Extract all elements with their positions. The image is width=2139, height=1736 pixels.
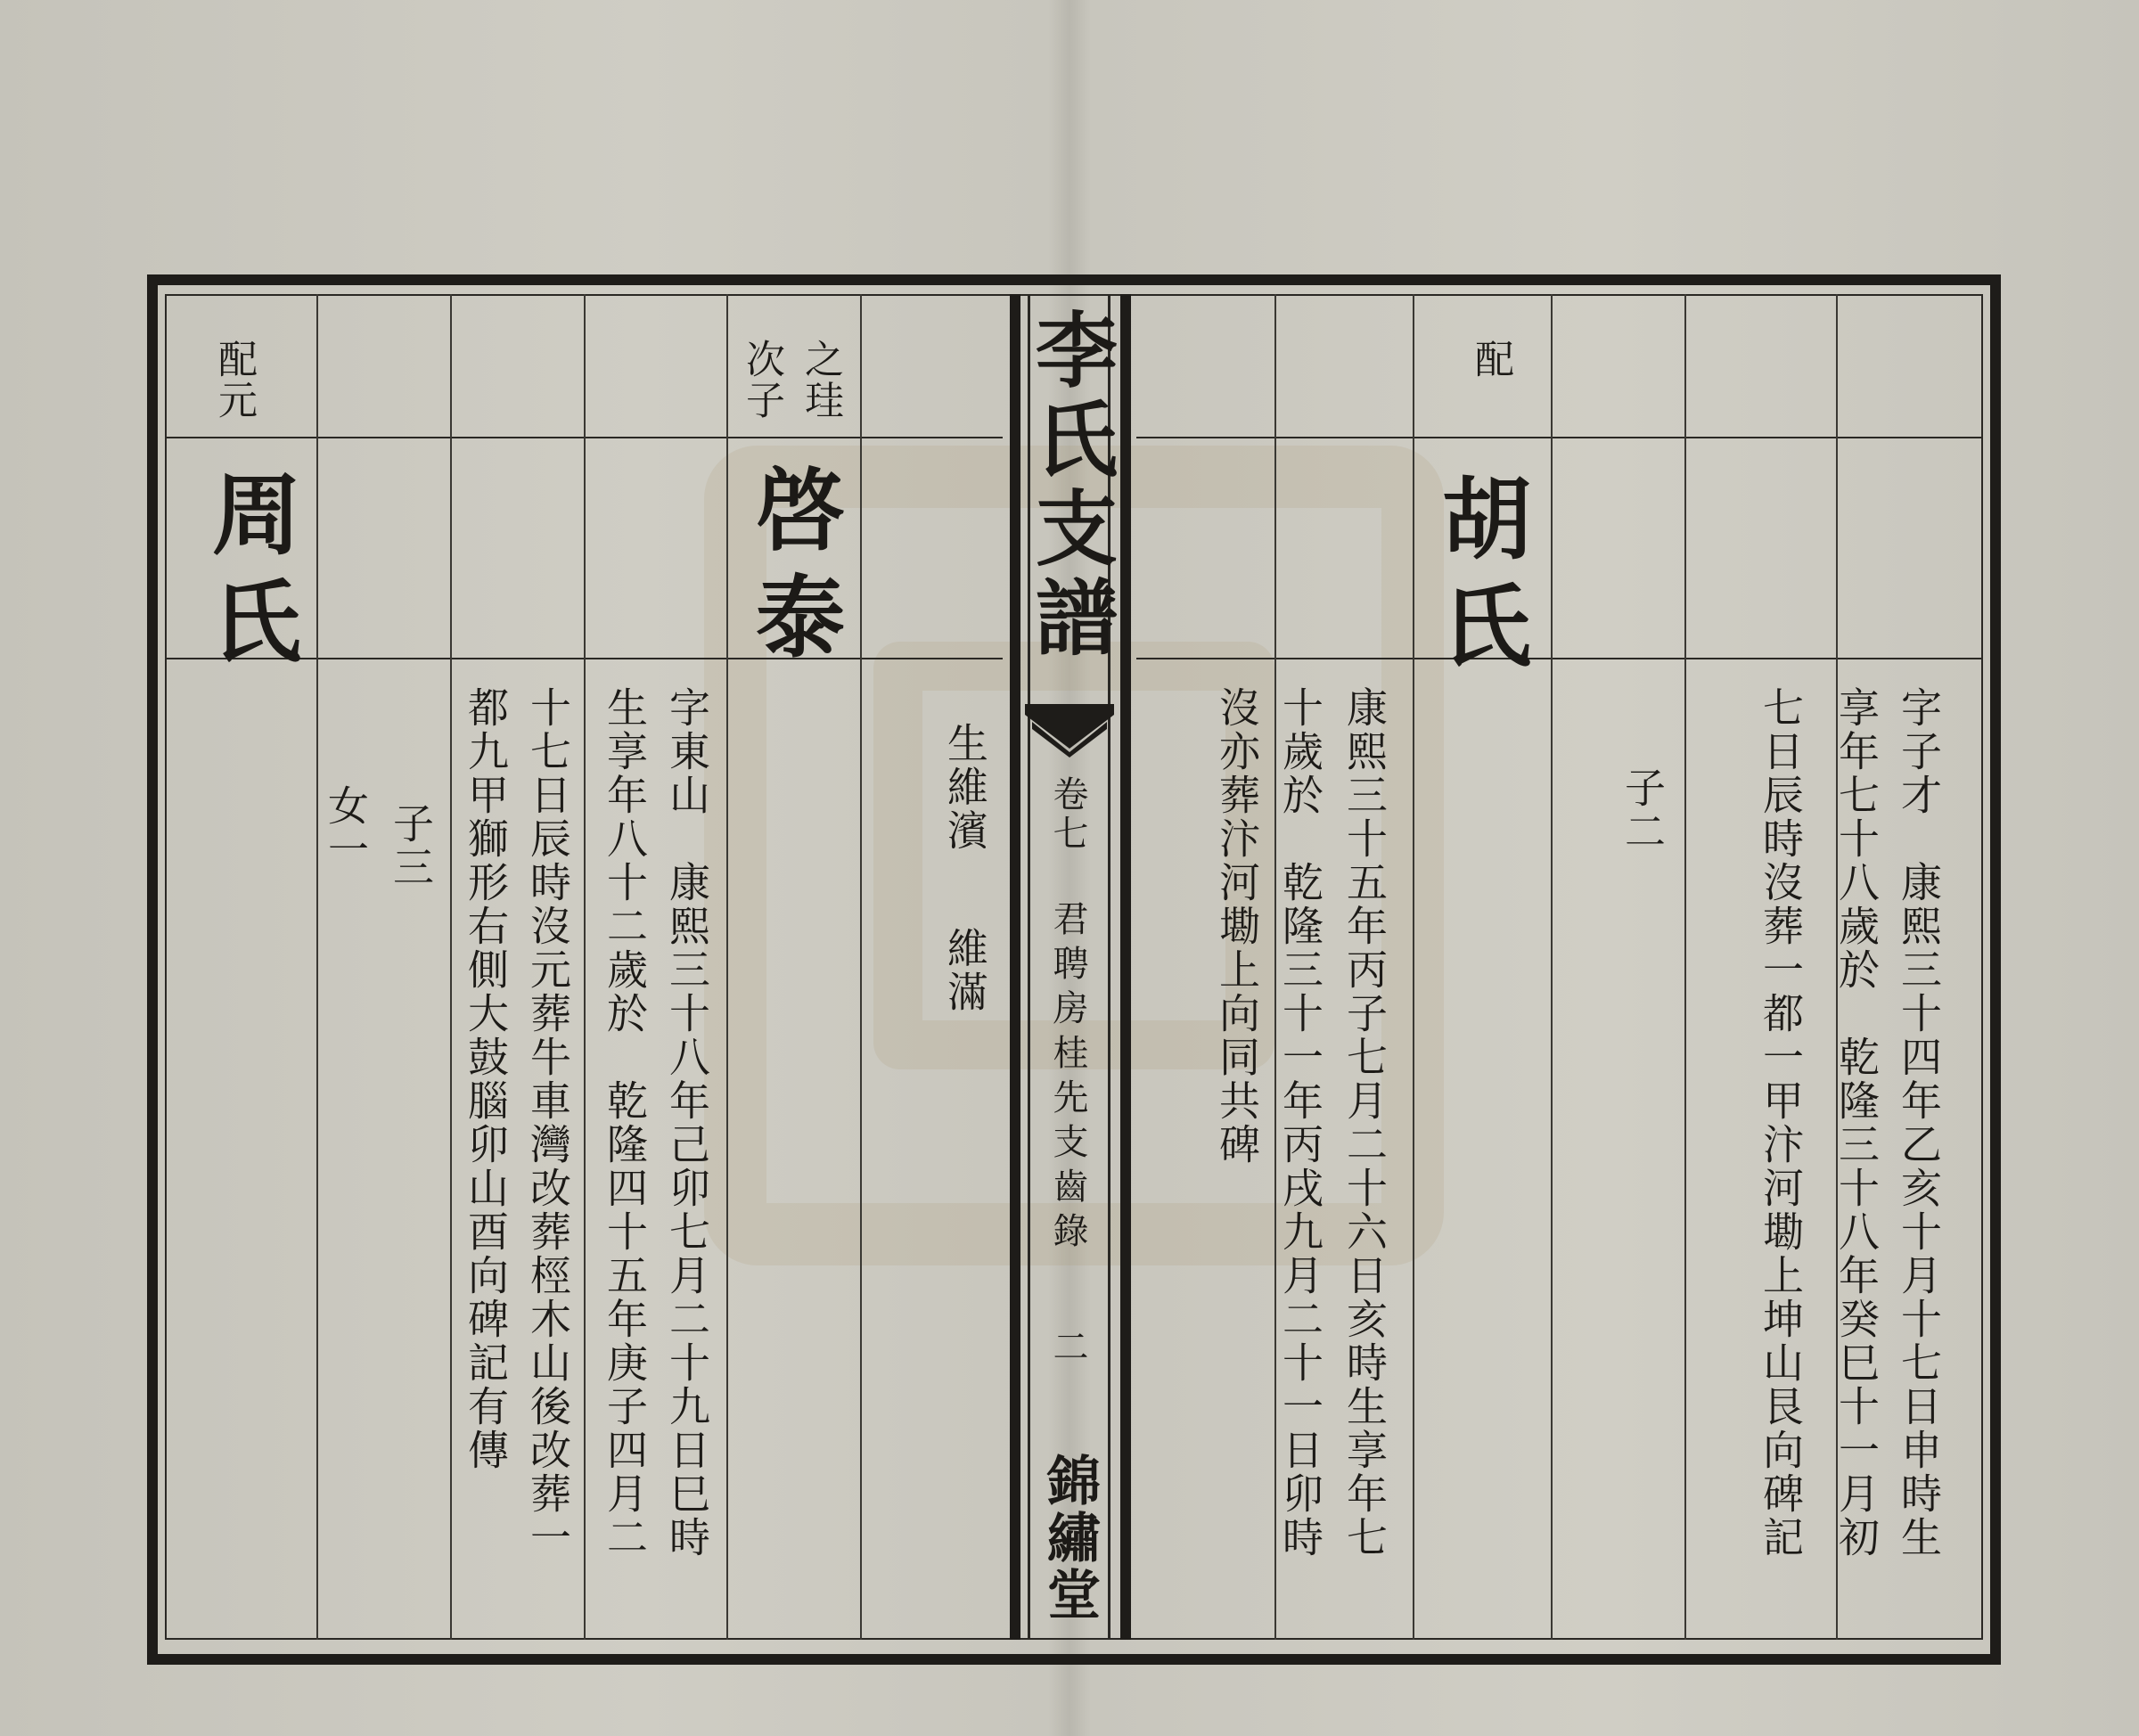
row-divider-mid-right	[1136, 658, 1983, 659]
page-number: 二	[1047, 1328, 1088, 1367]
sons-list: 維滿	[941, 927, 989, 1014]
column-rule	[450, 294, 452, 658]
bio-column: 字東山 康熙三十八年己卯七月二十九日巳時	[663, 686, 711, 1560]
relation-father: 之珪	[798, 339, 843, 421]
children-count: 子二	[1619, 766, 1667, 854]
bio-column: 字子才 康熙三十四年乙亥十月十七日申時生	[1895, 686, 1943, 1560]
genealogy-title: 李氏支譜	[1022, 307, 1119, 664]
bio-column: 都九甲獅形右側大鼓腦卯山酉向碑記有傳	[462, 686, 510, 1472]
fish-tail-mark	[1025, 704, 1114, 757]
spouse-name: 胡氏	[1427, 472, 1532, 686]
column-rule	[450, 658, 452, 1640]
spouse-bio-column: 康熙三十五年丙子七月二十六日亥時生享年七	[1340, 686, 1389, 1560]
column-rule	[584, 294, 586, 658]
spouse-label: 配元	[211, 339, 257, 421]
children-sons: 子三	[387, 802, 435, 889]
bio-column: 十七日辰時沒元葬牛車灣改葬桱木山後改葬一	[524, 686, 572, 1560]
column-rule	[316, 658, 318, 1640]
column-rule	[1684, 294, 1686, 1640]
column-rule	[1413, 294, 1414, 1640]
children-daughters: 女一	[322, 784, 370, 872]
sons-list: 生維濱	[941, 722, 989, 853]
hall-name: 錦繡堂	[1038, 1453, 1101, 1624]
spouse-label: 配	[1468, 339, 1513, 380]
spouse-name: 周氏	[197, 468, 302, 682]
column-rule	[726, 294, 728, 658]
row-divider-top-right	[1136, 437, 1983, 438]
column-rule	[860, 294, 862, 658]
bio-column: 七日辰時沒葬一都一甲汴河墈上坤山艮向碑記	[1757, 686, 1805, 1560]
spouse-bio-column: 沒亦葬汴河墈上向同共碑	[1213, 686, 1261, 1167]
spouse-bio-column: 十歲於 乾隆三十一年丙戌九月二十一日卯時	[1276, 686, 1324, 1560]
column-rule	[860, 658, 862, 1640]
column-rule	[726, 658, 728, 1640]
column-rule	[316, 294, 318, 658]
relation-order: 次子	[739, 339, 784, 421]
column-rule	[584, 658, 586, 1640]
bio-column: 享年七十八歲於 乾隆三十八年癸巳十一月初	[1832, 686, 1881, 1560]
bio-column: 生享年八十二歲於 乾隆四十五年庚子四月二	[601, 686, 649, 1560]
section-title: 君聘房桂先支齒錄	[1047, 900, 1088, 1257]
column-rule	[1551, 294, 1553, 1640]
person-name: 啓泰	[741, 463, 846, 677]
volume-number: 卷七	[1047, 775, 1088, 854]
